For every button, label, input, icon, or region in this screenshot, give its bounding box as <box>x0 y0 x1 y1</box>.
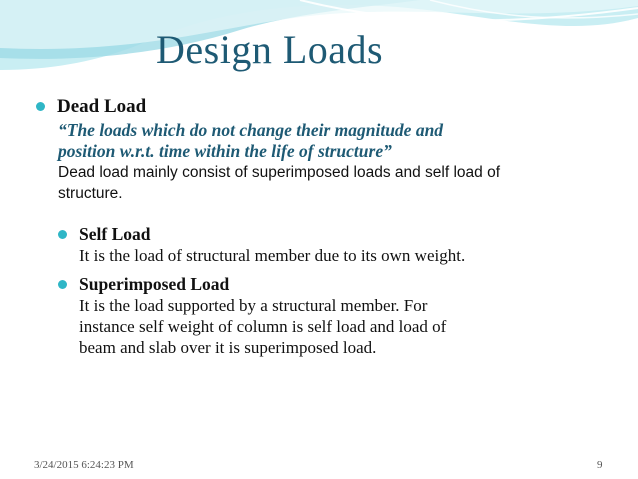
body-line: beam and slab over it is superimposed load. <box>79 338 377 357</box>
slide-title: Design Loads <box>156 27 384 72</box>
dead-load-description <box>58 162 606 204</box>
sub-list <box>58 224 606 358</box>
description-line: Dead load mainly consist of superimposed loads and self load of <box>58 164 501 181</box>
dead-load-heading: Dead Load <box>57 96 147 117</box>
dead-load-definition <box>58 120 606 162</box>
dead-load-item <box>36 96 606 118</box>
definition-line: position w.r.t. time within the life of structure” <box>58 141 392 161</box>
page-number: 9 <box>597 459 603 471</box>
superimposed-load-body <box>79 295 606 358</box>
superimposed-load-heading: Superimposed Load <box>79 274 230 294</box>
body-line: It is the load supported by a structural member. For <box>79 296 428 315</box>
bullet-icon <box>58 280 67 289</box>
slide-content <box>36 96 606 366</box>
self-load-body: It is the load of structural member due to its own weight. <box>79 246 466 265</box>
description-line: structure. <box>58 185 123 202</box>
footer-date: 3/24/2015 6:24:23 PM <box>34 459 134 471</box>
bullet-icon <box>36 102 45 111</box>
definition-line: “The loads which do not change their magnitude and <box>58 120 444 140</box>
self-load-item <box>58 224 606 266</box>
bullet-icon <box>58 230 67 239</box>
self-load-heading: Self Load <box>79 224 151 244</box>
superimposed-load-item <box>58 274 606 358</box>
body-line: instance self weight of column is self load and load of <box>79 317 447 336</box>
